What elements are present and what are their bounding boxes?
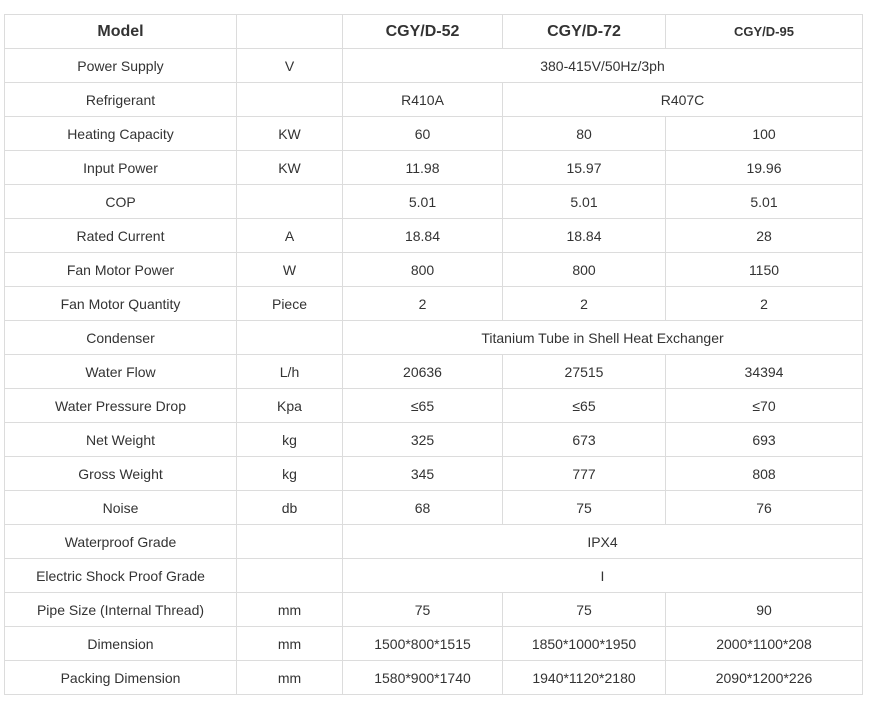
row-label: Fan Motor Power xyxy=(5,253,237,287)
table-row xyxy=(5,389,863,423)
row-unit xyxy=(237,83,343,117)
row-label: Gross Weight xyxy=(5,457,237,491)
row-unit xyxy=(237,559,343,593)
row-value: 27515 xyxy=(503,355,666,389)
table-row xyxy=(5,83,863,117)
row-value: 100 xyxy=(666,117,863,151)
table-row xyxy=(5,185,863,219)
row-value: ≤65 xyxy=(503,389,666,423)
table-row xyxy=(5,661,863,695)
row-merged-value: Titanium Tube in Shell Heat Exchanger xyxy=(343,321,863,355)
table-row xyxy=(5,559,863,593)
row-unit: kg xyxy=(237,457,343,491)
row-value: 20636 xyxy=(343,355,503,389)
row-unit: mm xyxy=(237,593,343,627)
table-row xyxy=(5,355,863,389)
row-value: 2 xyxy=(666,287,863,321)
row-value: 325 xyxy=(343,423,503,457)
row-value: 5.01 xyxy=(666,185,863,219)
row-value: 673 xyxy=(503,423,666,457)
row-value: 28 xyxy=(666,219,863,253)
row-value: 5.01 xyxy=(503,185,666,219)
table-row xyxy=(5,491,863,525)
row-value: 808 xyxy=(666,457,863,491)
row-unit: mm xyxy=(237,627,343,661)
row-value: 2000*1100*208 xyxy=(666,627,863,661)
row-value: 80 xyxy=(503,117,666,151)
row-value: 18.84 xyxy=(503,219,666,253)
row-label: Electric Shock Proof Grade xyxy=(5,559,237,593)
row-value: 75 xyxy=(343,593,503,627)
row-label: Pipe Size (Internal Thread) xyxy=(5,593,237,627)
row-value: 777 xyxy=(503,457,666,491)
row-value: 1150 xyxy=(666,253,863,287)
row-merged-value: R407C xyxy=(503,83,863,117)
row-value: 1500*800*1515 xyxy=(343,627,503,661)
row-label: Rated Current xyxy=(5,219,237,253)
row-value: 11.98 xyxy=(343,151,503,185)
row-unit xyxy=(237,321,343,355)
row-merged-value: 380-415V/50Hz/3ph xyxy=(343,49,863,83)
row-value: 75 xyxy=(503,491,666,525)
row-value: 19.96 xyxy=(666,151,863,185)
row-label: Dimension xyxy=(5,627,237,661)
table-row xyxy=(5,321,863,355)
row-unit: Kpa xyxy=(237,389,343,423)
row-label: Fan Motor Quantity xyxy=(5,287,237,321)
row-value: 2090*1200*226 xyxy=(666,661,863,695)
row-value: 34394 xyxy=(666,355,863,389)
row-unit: A xyxy=(237,219,343,253)
row-value: R410A xyxy=(343,83,503,117)
row-value: 18.84 xyxy=(343,219,503,253)
row-value: 90 xyxy=(666,593,863,627)
row-label: Net Weight xyxy=(5,423,237,457)
row-label: Power Supply xyxy=(5,49,237,83)
row-value: 60 xyxy=(343,117,503,151)
row-label: Waterproof Grade xyxy=(5,525,237,559)
table-row xyxy=(5,287,863,321)
row-value: 800 xyxy=(503,253,666,287)
row-label: COP xyxy=(5,185,237,219)
row-label: Refrigerant xyxy=(5,83,237,117)
header-model-2: CGY/D-72 xyxy=(503,15,666,49)
header-model-label: Model xyxy=(5,15,237,49)
row-value: 1850*1000*1950 xyxy=(503,627,666,661)
table-row xyxy=(5,117,863,151)
row-value: 800 xyxy=(343,253,503,287)
row-value: ≤70 xyxy=(666,389,863,423)
row-label: Water Pressure Drop xyxy=(5,389,237,423)
table-row xyxy=(5,457,863,491)
spec-table xyxy=(4,14,863,695)
row-unit: KW xyxy=(237,151,343,185)
table-row xyxy=(5,219,863,253)
header-row xyxy=(5,15,863,49)
header-unit-label xyxy=(237,15,343,49)
row-value: 2 xyxy=(343,287,503,321)
row-merged-value: IPX4 xyxy=(343,525,863,559)
row-value: 345 xyxy=(343,457,503,491)
row-value: 693 xyxy=(666,423,863,457)
row-label: Packing Dimension xyxy=(5,661,237,695)
row-value: 68 xyxy=(343,491,503,525)
table-row xyxy=(5,593,863,627)
row-label: Noise xyxy=(5,491,237,525)
table-row xyxy=(5,151,863,185)
row-value: 1580*900*1740 xyxy=(343,661,503,695)
row-merged-value: I xyxy=(343,559,863,593)
row-unit: KW xyxy=(237,117,343,151)
row-value: ≤65 xyxy=(343,389,503,423)
row-unit: kg xyxy=(237,423,343,457)
table-row xyxy=(5,423,863,457)
table-row xyxy=(5,525,863,559)
row-label: Condenser xyxy=(5,321,237,355)
row-unit: Piece xyxy=(237,287,343,321)
table-row xyxy=(5,253,863,287)
row-label: Heating Capacity xyxy=(5,117,237,151)
row-unit: L/h xyxy=(237,355,343,389)
row-value: 15.97 xyxy=(503,151,666,185)
row-label: Input Power xyxy=(5,151,237,185)
row-unit: V xyxy=(237,49,343,83)
row-value: 2 xyxy=(503,287,666,321)
row-unit xyxy=(237,525,343,559)
row-unit xyxy=(237,185,343,219)
row-value: 1940*1120*2180 xyxy=(503,661,666,695)
table-row xyxy=(5,627,863,661)
row-value: 76 xyxy=(666,491,863,525)
row-unit: mm xyxy=(237,661,343,695)
row-unit: db xyxy=(237,491,343,525)
row-unit: W xyxy=(237,253,343,287)
header-model-1: CGY/D-52 xyxy=(343,15,503,49)
header-model-3: CGY/D-95 xyxy=(666,15,863,49)
row-value: 75 xyxy=(503,593,666,627)
row-label: Water Flow xyxy=(5,355,237,389)
table-row xyxy=(5,49,863,83)
row-value: 5.01 xyxy=(343,185,503,219)
